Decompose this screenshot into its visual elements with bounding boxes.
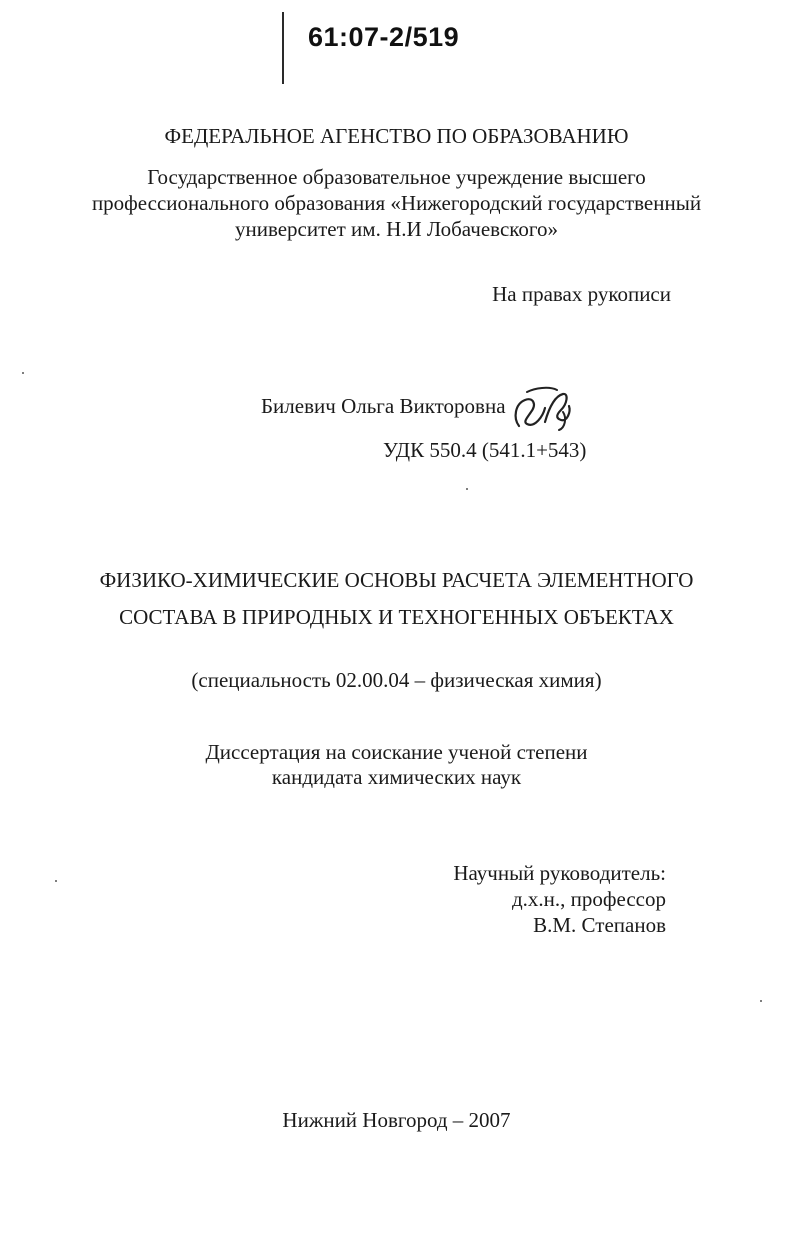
supervisor-name: В.М. Степанов: [533, 913, 666, 937]
agency-heading: ФЕДЕРАЛЬНОЕ АГЕНСТВО ПО ОБРАЗОВАНИЮ: [164, 124, 629, 148]
scan-speck: [55, 880, 57, 882]
author-signature: [505, 382, 585, 432]
supervisor-label: Научный руководитель:: [453, 861, 666, 885]
degree-line-1: Диссертация на соискание ученой степени: [205, 740, 588, 764]
rights-note: На правах рукописи: [492, 282, 671, 306]
stamp-divider: [282, 12, 284, 84]
supervisor-block: [453, 860, 666, 938]
specialty-line: (специальность 02.00.04 – физическая химия): [191, 668, 602, 692]
author-name: Билевич Ольга Викторовна: [261, 394, 506, 418]
institution-line-3: университет им. Н.И Лобачевского»: [234, 217, 559, 241]
archive-stamp-code: 61:07-2/519: [308, 22, 460, 52]
scan-speck: [760, 1000, 762, 1002]
thesis-title-line-1: ФИЗИКО-ХИМИЧЕСКИЕ ОСНОВЫ РАСЧЕТА ЭЛЕМЕНТНОГО: [99, 568, 694, 592]
institution-line-2: профессионального образования «Нижегородский государственный: [91, 191, 702, 215]
institution-line-1: Государственное образовательное учреждение высшего: [147, 165, 646, 189]
scan-speck: [466, 488, 468, 490]
udk-code: УДК 550.4 (541.1+543): [383, 438, 587, 462]
scan-speck: [22, 372, 24, 374]
supervisor-degree: д.х.н., профессор: [511, 887, 666, 911]
degree-line-2: кандидата химических наук: [271, 765, 522, 789]
city-year-footer: Нижний Новгород – 2007: [282, 1108, 511, 1132]
thesis-title-line-2: СОСТАВА В ПРИРОДНЫХ И ТЕХНОГЕННЫХ ОБЪЕКТАХ: [119, 605, 674, 629]
